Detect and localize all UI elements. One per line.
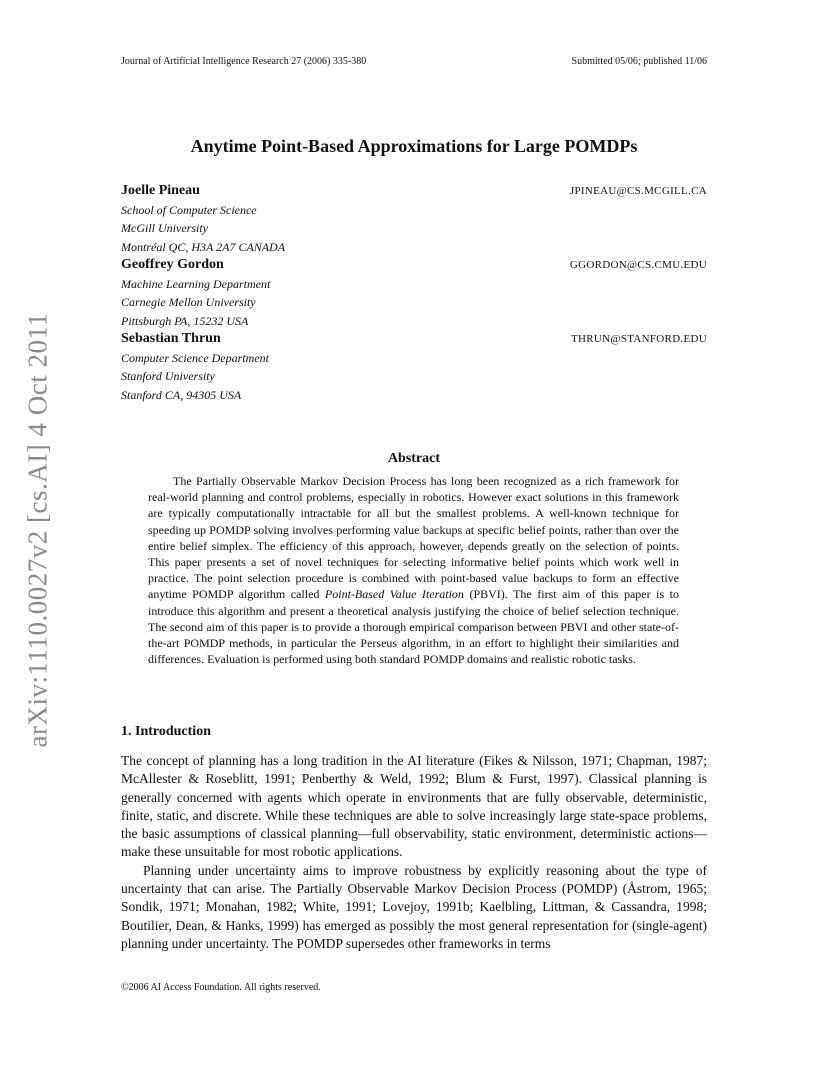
journal-citation: Journal of Artificial Intelligence Research 27 (2006) 335-380 [121, 56, 367, 67]
author-block-thrun [121, 331, 707, 404]
author-name: Sebastian Thrun [121, 331, 221, 346]
arxiv-stamp: arXiv:1110.0027v2 [cs.AI] 4 Oct 2011 [22, 312, 53, 748]
author-name: Geoffrey Gordon [121, 257, 224, 272]
abstract-italic-term: Point-Based Value Iteration [324, 587, 464, 602]
copyright-footer: ©2006 AI Access Foundation. All rights reserved. [121, 982, 321, 993]
author-name: Joelle Pineau [121, 183, 200, 198]
section-heading-introduction: 1. Introduction [121, 724, 211, 739]
abstract-text [148, 473, 679, 667]
author-block-gordon [121, 257, 707, 330]
submission-dates: Submitted 05/06; published 11/06 [571, 56, 707, 67]
author-email: JPINEAU@CS.MCGILL.CA [569, 185, 707, 197]
body-paragraph: Planning under uncertainty aims to improve robustness by explicitly reasoning about the type of uncertainty that can arise. The Partially Observable Markov Decision Process (POMDP) (Åstrom, 1965; Sondik, 1971; Monahan, 1982; White, 1991; Lovejoy, 1991b; Kaelbling, Littman, & Cassandra, 1998; Boutilier, Dean, & Hanks, 1999) has emerged as possibly the most general representation for (single-agent) planning under uncertainty. The POMDP supersedes other frameworks in terms [121, 862, 707, 951]
body-paragraph: The concept of planning has a long tradition in the AI literature (Fikes & Nilsson, 1971; Chapman, 1987; McAllester & Roseblitt, 1991; Penberthy & Weld, 1992; Blum & Furst, 1997). Classical planning is generally concerned with agents which operate in environments that are fully observable, deterministic, finite, static, and discrete. While these techniques are able to solve increasingly large state-space problems, the basic assumptions of classical planning—full observability, static environment, deterministic actions—make these unsuitable for most robotic applications. [121, 753, 707, 860]
author-email: GGORDON@CS.CMU.EDU [569, 259, 707, 271]
abstract-text-part: The Partially Observable Markov Decision Process has long been recognized as a rich framework for real-world planning and control problems, especially in robotics. However exact solutions in this framework are typically computationally intractable for all but the smallest problems. A well-known technique for speeding up POMDP solving involves performing value backups at specific belief points, rather than over the entire belief simplex. The efficiency of this approach, however, depends greatly on the selection of points. This paper presents a set of novel techniques for selecting informative belief points which work well in practice. The point selection procedure is combined with point-based value backups to form an effective anytime POMDP algorithm called [148, 474, 679, 602]
author-affiliation-line: Carnegie Mellon University [121, 295, 256, 310]
abstract-text-part: (PBVI). The first aim of this paper is to introduce this algorithm and present a theoretical analysis justifying the choice of belief selection technique. The second aim of this paper is to provide a thorough empirical comparison between PBVI and other state-of-the-art POMDP methods, in particular the Perseus algorithm, in an effort to highlight their similarities and differences. Evaluation is performed using both standard POMDP domains and realistic robotic tasks. [148, 587, 679, 667]
author-affiliation-line: McGill University [121, 221, 208, 236]
author-affiliation-line: Computer Science Department [121, 351, 269, 365]
abstract-heading: Abstract [387, 451, 441, 466]
author-affiliation-line: Stanford CA, 94305 USA [121, 387, 242, 402]
author-affiliation-line: Montréal QC, H3A 2A7 CANADA [121, 239, 286, 254]
author-affiliation-line: Pittsburgh PA, 15232 USA [121, 313, 249, 328]
author-affiliation-line: School of Computer Science [121, 203, 257, 217]
author-affiliation-line: Machine Learning Department [121, 277, 271, 291]
introduction-body [121, 752, 707, 953]
paper-title: Anytime Point-Based Approximations for Large POMDPs [190, 136, 638, 156]
author-affiliation-line: Stanford University [121, 369, 215, 384]
author-block-pineau [121, 183, 707, 256]
author-email: THRUN@STANFORD.EDU [571, 333, 707, 345]
